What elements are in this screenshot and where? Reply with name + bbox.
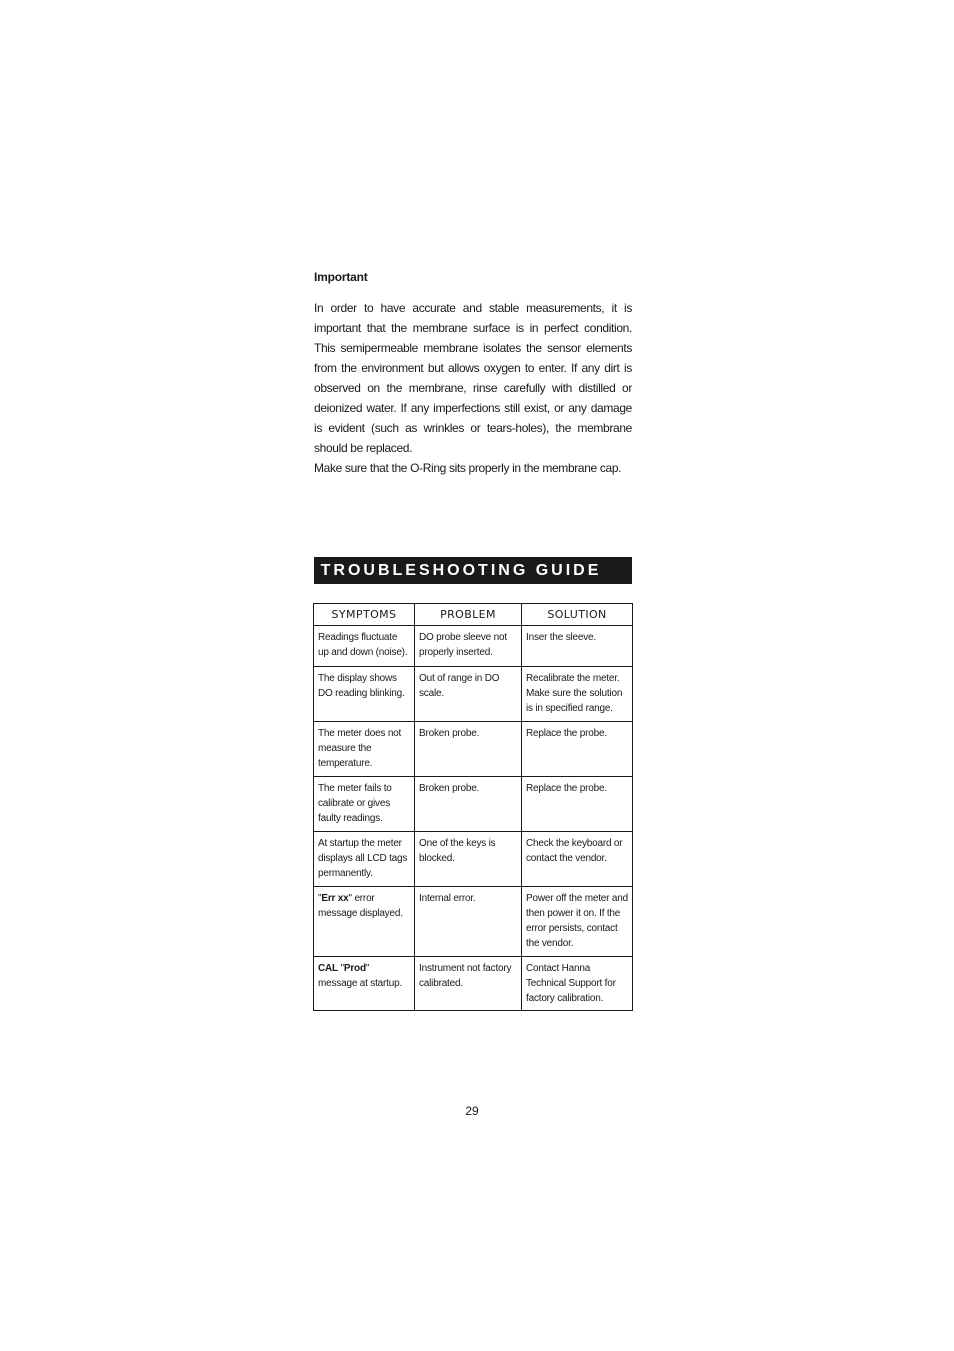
solution-cell: Check the keyboard or contact the vendor. <box>522 832 633 887</box>
important-body <box>314 298 632 478</box>
symptom-cell: At startup the meter displays all LCD tags permanently. <box>314 832 415 887</box>
problem-cell: Instrument not factory calibrated. <box>415 957 522 1011</box>
table-row <box>314 957 633 1011</box>
symptom-text: " error message displayed. <box>318 893 403 919</box>
troubleshooting-title: TROUBLESHOOTING GUIDE <box>320 561 602 579</box>
prod-tag: Prod <box>343 963 366 974</box>
solution-cell: Inser the sleeve. <box>522 626 633 667</box>
problem-cell: Internal error. <box>415 887 522 957</box>
symptom-cell: The meter fails to calibrate or gives faulty readings. <box>314 777 415 832</box>
troubleshooting-table <box>313 603 633 1011</box>
table-row <box>314 832 633 887</box>
error-code: Err xx <box>321 893 349 904</box>
problem-cell: DO probe sleeve not properly inserted. <box>415 626 522 667</box>
solution-cell: Recalibrate the meter. Make sure the solution is in specified range. <box>522 667 633 722</box>
table-header-row <box>314 604 633 626</box>
table-row <box>314 626 633 667</box>
header-problem: PROBLEM <box>415 604 522 626</box>
troubleshooting-title-bar <box>314 557 632 584</box>
symptom-cell: The meter does not measure the temperature. <box>314 722 415 777</box>
symptom-text: " message at startup. <box>318 963 403 989</box>
solution-cell: Replace the probe. <box>522 777 633 832</box>
important-heading: Important <box>314 270 368 284</box>
solution-cell: Contact Hanna Technical Support for factory calibration. <box>522 957 633 1011</box>
problem-cell: Broken probe. <box>415 777 522 832</box>
table-row <box>314 887 633 957</box>
quote-open: " <box>318 893 322 904</box>
problem-cell: Out of range in DO scale. <box>415 667 522 722</box>
solution-cell: Power off the meter and then power it on. If the error persists, contact the vendor. <box>522 887 633 957</box>
table-row <box>314 667 633 722</box>
symptom-cell: Readings fluctuate up and down (noise). <box>314 626 415 667</box>
quote-open: " <box>337 963 344 974</box>
table-row <box>314 777 633 832</box>
symptom-cell: The display shows DO reading blinking. <box>314 667 415 722</box>
cal-tag: CAL <box>318 963 338 974</box>
important-paragraph: In order to have accurate and stable measurements, it is important that the membrane surface is in perfect condition. This semipermeable membrane isolates the sensor elements from the environment but allows oxygen to enter. If any dirt is observed on the membrane, rinse carefully with distilled or deionized water. If any imperfections still exist, or any damage is evident (such as wrinkles or tears-holes), the membrane should be replaced. <box>314 301 632 455</box>
problem-cell: Broken probe. <box>415 722 522 777</box>
page-number <box>0 1104 954 1118</box>
table-row <box>314 722 633 777</box>
solution-cell: Replace the probe. <box>522 722 633 777</box>
header-symptoms: SYMPTOMS <box>314 604 415 626</box>
symptom-cell <box>314 957 415 1011</box>
header-solution: SOLUTION <box>522 604 633 626</box>
problem-cell: One of the keys is blocked. <box>415 832 522 887</box>
oring-note: Make sure that the O-Ring sits properly in the membrane cap. <box>314 461 622 475</box>
page-number-text: 29 <box>465 1104 479 1118</box>
symptom-cell <box>314 887 415 957</box>
